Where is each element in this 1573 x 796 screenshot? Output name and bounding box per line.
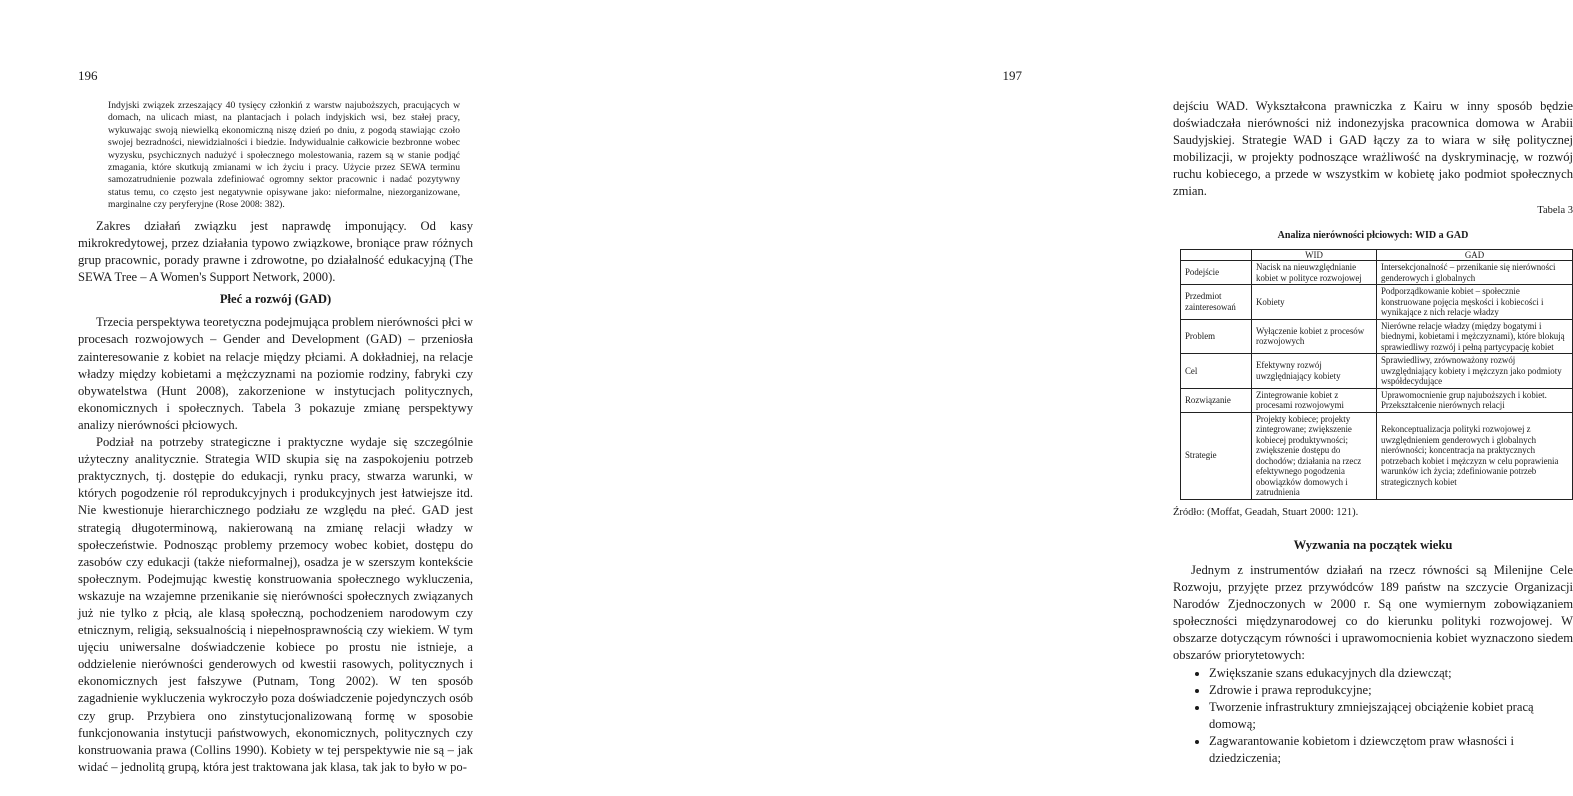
row-label: Przedmiot zainteresowań (1181, 285, 1252, 320)
page-number-left: 196 (78, 68, 98, 83)
wid-cell: Zintegrowanie kobiet z procesami rozwojowymi (1252, 388, 1377, 412)
paragraph-sewa-scope: Zakres działań związku jest naprawdę imponujący. Od kasy mikrokredytowej, przez działania typowo związkowe, broniące praw różnych grup pracownic, porady prawne i zdrowotne, po działalność edukacyjną (The SEWA Tree – A Women's Support Network, 2000). (78, 219, 473, 285)
table-row (1181, 319, 1573, 354)
table-header-wid: WID (1252, 249, 1377, 261)
table-title: Analiza nierówności płciowych: WID a GAD (1277, 229, 1469, 241)
paragraph-strategic-needs: Podział na potrzeby strategiczne i praktyczne wydaje się szczególnie użyteczny analitycznie. Strategia WID skupia się na zaspokojeniu potrzeb praktycznych, tj. dostępie do edukacji, rynku pracy, stwarza warunki, w których pogodzenie ról reprodukcyjnych i produkcyjnych jest łatwiejsze itd. Nie kwestionuje hierarchicznego podziału ze względu na płeć. GAD jest strategią długoterminową, nakierowaną na zmianę relacji władzy w społeczeństwie. Podnosząc problemy przemocy wobec kobiet, dostępu do zasobów czy edukacji (także nieformalnej), osadza je w szerszym kontekście społecznym. Podejmując kwestię konstruowania społecznego wykluczenia, wskazuje na wzajemne przenikanie się nierówności społecznych związanych już nie tylko z płcią, ale klasą społeczną, pochodzeniem narodowym czy etnicznym, religią, seksualnością i niepełnosprawnością czy wiekiem. W tym ujęciu uniwersalne doświadczenie kobiece po prostu nie istnieje, a oddzielenie nierówności genderowych od kwestii rasowych, politycznych i ekonomicznych jest fałszywe (Putnam, Tong 2002). W ten sposób zagadnienie wykluczenia wykroczyło poza doświadczenie pojedynczych osób czy grup. Przybiera ono zinstytucjonalizowaną formę w sposobie funkcjonowania instytucji państwowych, ekonomicznych, politycznych czy konstruowania prawa (Collins 1990). Kobiety w tej perspektywie nie są – jak widać – jednolitą grupą, która jest traktowana jak klasa, tak jak to było w po- (78, 435, 473, 774)
table-row (1181, 285, 1573, 320)
wid-cell: Wyłączenie kobiet z procesów rozwojowych (1252, 319, 1377, 354)
left-page (0, 0, 550, 796)
wid-cell: Projekty kobiece; projekty zintegrowane; zwiększenie kobiecej produktywności; zwiększenie dostępu do dochodów; działania na rzecz efektywnego pogodzenia obowiązków domowych i zatrudnienia (1252, 412, 1377, 499)
page-number-right: 197 (1002, 68, 1022, 83)
priority-list (1173, 665, 1573, 768)
gad-cell: Sprawiedliwy, zrównoważony rozwój uwzględniający kobiety i mężczyzn jako podmioty współdecydujące (1377, 354, 1573, 389)
wid-cell: Efektywny rozwój uwzględniający kobiety (1252, 354, 1377, 389)
right-bottom-column (1173, 537, 1573, 767)
gad-cell: Uprawomocnienie grup najuboższych i kobiet. Przekształcenie nierównych relacji (1377, 388, 1573, 412)
wid-cell: Kobiety (1252, 285, 1377, 320)
wid-cell: Nacisk na nieuwzględnianie kobiet w polityce rozwojowej (1252, 261, 1377, 285)
right-top-column (1173, 98, 1573, 518)
section-heading-challenges: Wyzwania na początek wieku (1293, 538, 1453, 552)
table-header-row (1181, 249, 1573, 261)
gad-cell: Rekonceptualizacja polityki rozwojowej z uwzględnieniem genderowych i globalnych nierówności; koncentracja na praktycznych potrzebach kobiet i mężczyzn w celu poprawienia warunków ich życia; zdefiniowanie potrzeb strategicznych kobiet (1377, 412, 1573, 499)
paragraph-gad-perspective: Trzecia perspektywa teoretyczna podejmująca problem nierówności płci w procesach rozwojowych – Gender and Development (GAD) – przeniosła zainteresowanie z kobiet na relacje między płciami. A dokładniej, na relacje władzy między kobietami a mężczyznami na poziomie rodziny, fabryki czy obywatelstwa (Hunt 2008), zakorzenione w instytucjach politycznych, ekonomicznych i społecznych. Tabela 3 pokazuje zmianę perspektywy analizy nierówności płciowych. (78, 315, 473, 432)
table-row (1181, 354, 1573, 389)
table-row (1181, 261, 1573, 285)
table-row (1181, 412, 1573, 499)
comparison-table (1180, 249, 1573, 500)
right-page (550, 0, 1573, 796)
list-item: • Tworzenie infrastruktury zmniejszającej obciążenie kobiet pracą domową; (1209, 699, 1573, 733)
gad-cell: Podporządkowanie kobiet – społecznie konstruowane pojęcia męskości i kobiecości i wynikające z nich relacje władzy (1377, 285, 1573, 320)
left-text-column (78, 218, 473, 776)
row-label: Rozwiązanie (1181, 388, 1252, 412)
row-label: Strategie (1181, 412, 1252, 499)
table-header-empty (1181, 249, 1252, 261)
table-row (1181, 388, 1573, 412)
block-quote: Indyjski związek zrzeszający 40 tysięcy członkiń z warstw najuboższych, pracujących w domach, na ulicach miast, na plantacjach i polach indyjskich wsi, bez stałej pracy, wykuwając swoją niewielką ekonomiczną niszę dzień po dniu, z pogodą stawiając czoło swojej bezradności, niewidzialności i biedzie. Indywidualnie całkowicie bezbronne wobec wyzysku, psychicznych nadużyć i społecznego molestowania, razem są w stanie podjąć zmagania, które skutkują zmianami w ich życiu i pracy. Użycie przez SEWA terminu samozatrudnienie pozwala zdefiniować ogromny sektor pracownic i nadać pozytywny status temu, co często jest negatywnie opisywane jako: nieformalne, niezorganizowane, marginalne czy peryferyjne (Rose 2008: 382). (108, 100, 460, 211)
gad-cell: Intersekcjonalność – przenikanie się nierówności genderowych i globalnych (1377, 261, 1573, 285)
section-heading-gad: Płeć a rozwój (GAD) (219, 292, 332, 307)
row-label: Problem (1181, 319, 1252, 354)
list-item: • Zagwarantowanie kobietom i dziewczętom praw własności i dziedziczenia; (1209, 733, 1573, 767)
row-label: Podejście (1181, 261, 1252, 285)
list-item: • Zdrowie i prawa reprodukcyjne; (1209, 682, 1573, 699)
table-source: Źródło: (Moffat, Geadah, Stuart 2000: 121). (1173, 506, 1359, 518)
table-header-gad: GAD (1377, 249, 1573, 261)
table-number: Tabela 3 (1537, 204, 1573, 216)
paragraph-wad-continuation: dejściu WAD. Wykształcona prawniczka z Kairu w inny sposób będzie doświadczała nierówności niż indonezyjska pracownica domowa w Arabii Saudyjskiej. Strategie WAD i GAD łączy za to wiara w siłę politycznej mobilizacji, w projekty podnoszące wrażliwość na dyskryminację, w rozwój ruchu kobiecego, a przede w wszystkim w kobietę jako podmiot społecznych zmian. (1173, 99, 1573, 199)
gad-cell: Nierówne relacje władzy (między bogatymi i biednymi, kobietami i mężczyznami), które blokują sprawiedliwy rozwój i pełną partycypację kobiet (1377, 319, 1573, 354)
list-item: • Zwiększanie szans edukacyjnych dla dziewcząt; (1209, 665, 1573, 682)
paragraph-millennium-goals: Jednym z instrumentów działań na rzecz równości są Milenijne Cele Rozwoju, przyjęte przez przywódców 189 państw na szczycie Organizacji Narodów Zjednoczonych w 2000 r. Są one wymiernym zobowiązaniem społeczności międzynarodowej co do kierunku polityki rozwojowej. W obszarze dotyczącym równości i uprawomocnienia kobiet wyznaczono siedem obszarów priorytetowych: (1173, 563, 1573, 663)
row-label: Cel (1181, 354, 1252, 389)
